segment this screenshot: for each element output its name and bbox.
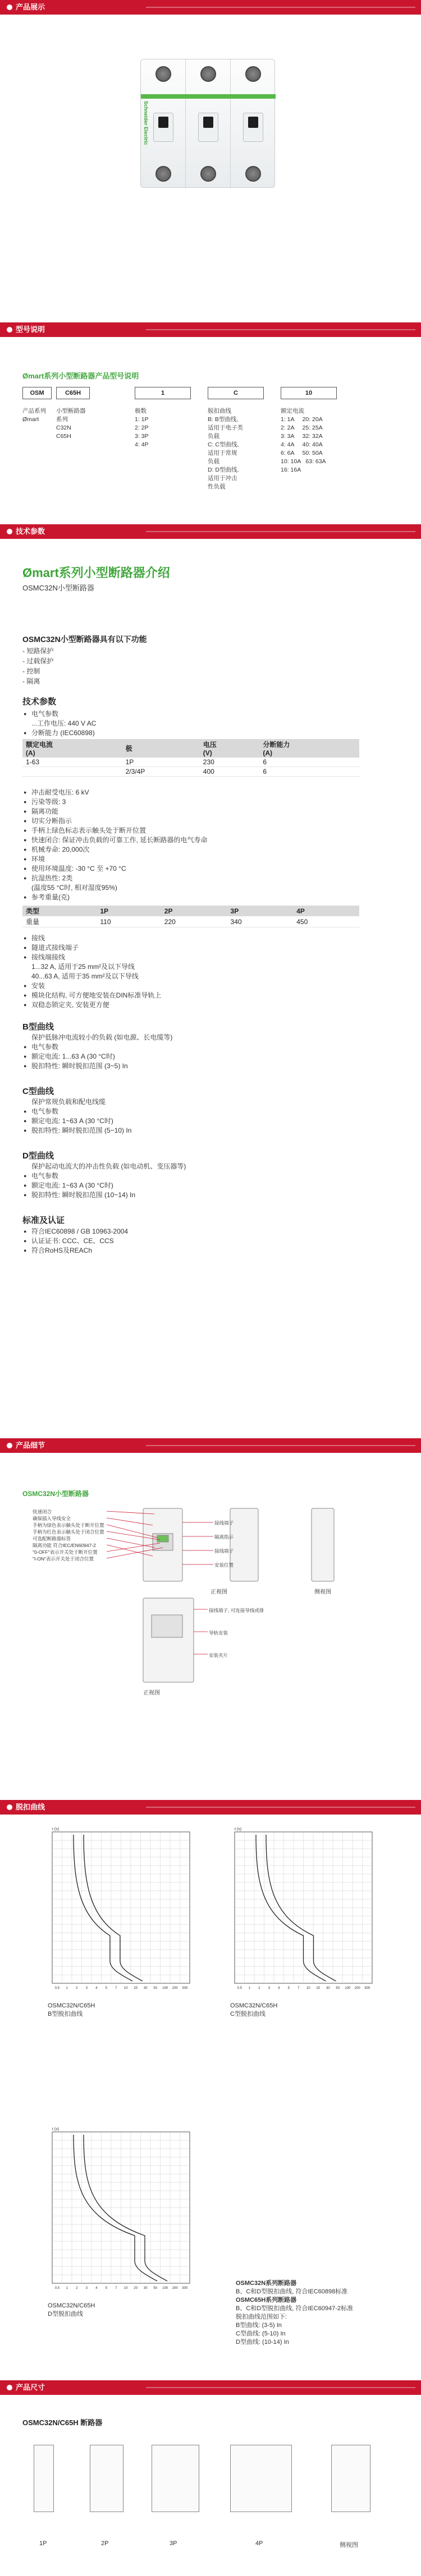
- list-item: ● 快速闭合: 保证冲击负载的可靠工作, 延长断路器的电气寿命: [22, 835, 207, 845]
- note-title: OSMC65H系列断路器: [236, 2297, 297, 2303]
- section-bar-model: [0, 322, 421, 337]
- list-item: ● 污染等级: 3: [22, 797, 207, 807]
- x-tick-label: 30: [143, 1987, 148, 1990]
- x-tick-label: 300: [182, 2287, 188, 2290]
- table-cell: 1P: [122, 758, 200, 767]
- callout: 快速闭合: [33, 1509, 52, 1515]
- section-title: 技术参数: [4, 527, 51, 537]
- dims-title: OSMC32N/C65H 断路器: [22, 2418, 103, 2427]
- list-item: ● 环境: [22, 855, 207, 864]
- column-header: 电压 (V): [200, 739, 260, 758]
- list-item: ● 脱扣特性: 瞬时脱扣范围 (10~14) In: [22, 1190, 186, 1200]
- list-item: ● 脱扣特性: 瞬时脱扣范围 (5~10) In: [22, 1126, 131, 1135]
- note-text: B、C和D型脱扣曲线, 符合IEC60898标准: [236, 2288, 348, 2295]
- x-tick-label: 20: [316, 1987, 321, 1990]
- list-item: ● 符合RoHS及REACh: [22, 1246, 128, 1255]
- params-list: [22, 788, 207, 902]
- section-title: 型号说明: [4, 325, 51, 335]
- section-title: 产品尺寸: [4, 2383, 51, 2393]
- b-curve-chart: [36, 1825, 199, 1999]
- table-cell: 重量: [22, 916, 97, 927]
- elec-list: [22, 709, 96, 738]
- x-tick-label: 1: [248, 1987, 250, 1990]
- pole-2: [186, 59, 231, 188]
- note-title: OSMC32N系列断路器: [236, 2280, 297, 2287]
- model-box-current: 10: [281, 387, 337, 399]
- model-title: Ømart系列小型断路器产品型号说明: [22, 372, 139, 380]
- features-list: [22, 646, 53, 686]
- model-col-type: 小型断路器 系列 C32N C65H: [56, 408, 86, 440]
- note-text: 脱扣曲线范围如下:: [236, 2314, 287, 2320]
- list-item: ● 隔离功能: [22, 807, 207, 816]
- note-text: B、C和D型脱扣曲线, 符合IEC60947-2标准: [236, 2305, 354, 2312]
- section-bar-product-display: [0, 0, 421, 15]
- c-curve-title: C型曲线: [22, 1087, 54, 1096]
- x-tick-label: 5: [287, 1987, 290, 1990]
- intro-title: Ømart系列小型断路器介绍: [22, 566, 170, 580]
- x-tick-label: 5: [105, 1987, 107, 1990]
- model-col-current: 额定电流 1: 1A 20: 20A 2: 2A 25: 25A 3: 3A 32: 32A 4: 4A 40: 40A 6: 6A 50: 50A 10: 10A 63: 63A 16: 16A: [281, 408, 326, 473]
- x-tick-label: 7: [115, 2287, 117, 2290]
- list-item: ● 额定电流: 1~63 A (30 °C时): [22, 1116, 131, 1126]
- table-header-row: [22, 906, 359, 916]
- caption-line: C型脱扣曲线: [230, 2011, 266, 2018]
- x-tick-label: 200: [354, 1987, 360, 1990]
- list-item: ● 额定电流: 1~63 A (30 °C时): [22, 1181, 186, 1190]
- section-bar-tech: [0, 524, 421, 539]
- callout: "0-OFF"表示开关处于断开位置: [33, 1549, 98, 1555]
- caption-side: 侧视图: [314, 1589, 331, 1595]
- x-tick-label: 10: [123, 2287, 128, 2290]
- product-image: [109, 53, 312, 199]
- list-item: (温度55 °C时, 相对湿度95%): [31, 884, 117, 892]
- x-tick-label: 50: [153, 1987, 158, 1990]
- list-item: ● 参考重量(克): [22, 893, 207, 902]
- section-bar-curves: [0, 1800, 421, 1815]
- callout: 手柄为绿色表示触头处于断开位置: [33, 1522, 104, 1528]
- lever-3: [243, 113, 263, 142]
- model-code-table: [22, 387, 359, 505]
- column-header: 额定电流 (A): [22, 739, 122, 758]
- c-curve-chart: [219, 1825, 382, 1999]
- table-cell: 340: [227, 916, 294, 927]
- x-tick-label: 0.5: [54, 1987, 60, 1990]
- list-item: ● 抗湿热性: 2类: [22, 874, 207, 883]
- list-item: ● 手柄上绿色标志表示触头处于断开位置: [22, 826, 207, 835]
- column-header: 3P: [227, 906, 294, 916]
- table-cell: 450: [293, 916, 359, 927]
- callout: 接线端子: [214, 1548, 234, 1554]
- breaking-capacity-table: [22, 739, 359, 777]
- callout: 导轨安装: [209, 1630, 228, 1636]
- table-row: [22, 758, 359, 767]
- dim-label: 侧视图: [340, 2542, 358, 2549]
- table-cell: 1-63: [22, 758, 122, 767]
- table-cell: 230: [200, 758, 260, 767]
- b-curve-title: B型曲线: [22, 1022, 54, 1032]
- model-box-type: C65H: [56, 387, 90, 399]
- model-col-series: 产品系列 Ømart: [22, 408, 46, 423]
- c-curve-list: [22, 1097, 131, 1135]
- green-stripe: [141, 94, 276, 99]
- table-cell: 400: [200, 767, 260, 777]
- section-title: 脱扣曲线: [4, 1802, 51, 1812]
- x-tick-label: 4: [278, 1987, 280, 1990]
- brand-logo: Schneider Electric: [143, 101, 149, 145]
- x-tick-label: 300: [364, 1987, 370, 1990]
- list-item: 保护起动电流大的冲击性负载 (如电动机、变压器等): [31, 1162, 186, 1170]
- x-tick-label: 3: [85, 2287, 88, 2290]
- column-header: 2P: [161, 906, 227, 916]
- details-diagram: [22, 1503, 393, 1727]
- x-tick-label: 3: [268, 1987, 270, 1990]
- x-tick-label: 3: [85, 1987, 88, 1990]
- tech-title: 技术参数: [22, 697, 57, 707]
- x-tick-label: 50: [153, 2287, 158, 2290]
- details-title: OSMC32N小型断路器: [22, 1490, 89, 1498]
- x-tick-label: 2: [258, 1987, 260, 1990]
- x-tick-label: 100: [162, 2287, 168, 2290]
- callout: "I-ON"表示开关处于闭合位置: [33, 1556, 94, 1562]
- list-item: ● 电气参数: [22, 1171, 186, 1181]
- x-tick-label: 100: [162, 1987, 168, 1990]
- list-item: ● 电气参数: [22, 1042, 172, 1052]
- y-axis-label: t (s): [52, 1827, 60, 1831]
- column-header: 分断能力 (A): [259, 739, 359, 758]
- list-item: ● 脱扣特性: 瞬时脱扣范围 (3~5) In: [22, 1061, 172, 1071]
- model-col-curve: 脱扣曲线 B: B型曲线, 适用于电子类 负载 C: C型曲线, 适用于常规 负载 D: D型曲线, 适用于冲击 性负载: [208, 408, 243, 490]
- list-item: - 过载保护: [22, 657, 54, 665]
- list-item: ...工作电压: 440 V AC: [31, 719, 97, 727]
- x-tick-label: 200: [172, 1987, 178, 1990]
- model-box-curve: C: [208, 387, 264, 399]
- callout: 安装位置: [214, 1562, 234, 1568]
- x-tick-label: 2: [76, 1987, 78, 1990]
- x-tick-label: 30: [143, 2287, 148, 2290]
- list-item: ● 安装: [22, 981, 161, 991]
- x-tick-label: 10: [306, 1987, 310, 1990]
- list-item: ● 电气参数: [22, 1107, 131, 1116]
- model-col-poles: 极数 1: 1P 2: 2P 3: 3P 4: 4P: [135, 408, 149, 448]
- x-tick-label: 4: [95, 2287, 98, 2290]
- lever-1: [153, 113, 173, 142]
- callout: 接线端子: [214, 1520, 234, 1526]
- dim-label: 3P: [170, 2540, 177, 2547]
- list-item: ● 符合IEC60898 / GB 10963-2004: [22, 1227, 128, 1236]
- caption-line: OSMC32N/C65H: [48, 2302, 95, 2309]
- table-row: [22, 916, 359, 927]
- note-text: D型曲线: (10-14) In: [236, 2339, 289, 2346]
- list-item: - 隔离: [22, 677, 40, 685]
- d-curve-chart: [36, 2125, 199, 2299]
- table-cell: 220: [161, 916, 227, 927]
- list-item: - 短路保护: [22, 647, 54, 655]
- caption-line: OSMC32N/C65H: [48, 2002, 95, 2009]
- standards-title: 标准及认证: [22, 1216, 65, 1225]
- list-item: ● 使用环境温度: -30 °C 至 +70 °C: [22, 864, 207, 874]
- x-tick-label: 0.5: [237, 1987, 242, 1990]
- callout: 隔离功能 符合IEC/EN60947-2: [33, 1543, 96, 1548]
- y-axis-label: t (s): [235, 1827, 242, 1831]
- column-header: 极: [122, 739, 200, 758]
- caption-line: OSMC32N/C65H: [230, 2002, 278, 2009]
- pole-3: [231, 59, 276, 188]
- column-header: 4P: [293, 906, 359, 916]
- list-item: 1...32 A, 适用于25 mm²及以下导线: [31, 963, 135, 971]
- table-cell: [22, 767, 122, 777]
- callout: 手柄为红色表示触头处于闭合位置: [33, 1529, 104, 1535]
- x-tick-label: 10: [123, 1987, 128, 1990]
- b-curve-list: [22, 1033, 172, 1071]
- dim-label: 2P: [101, 2540, 109, 2547]
- table-cell: 110: [97, 916, 161, 927]
- dim-label: 1P: [39, 2540, 47, 2547]
- list-item: ● 机械寿命: 20,000次: [22, 845, 207, 855]
- list-item: 40...63 A, 适用于35 mm²及以下导线: [31, 972, 139, 980]
- table-row: [22, 767, 359, 777]
- list-item: 保护常规负载和配电线缆: [31, 1098, 106, 1106]
- callout: 可选配断路器标签: [33, 1536, 71, 1541]
- weight-table: [22, 906, 359, 927]
- d-curve-title: D型曲线: [22, 1151, 54, 1161]
- callout: 接线端子, 可连接导线或排: [209, 1608, 264, 1613]
- callout: 隔离指示: [214, 1534, 234, 1540]
- note-text: B型曲线: (3-5) In: [236, 2322, 282, 2329]
- dim-4p: [230, 2445, 292, 2512]
- caption-front: 正视图: [210, 1589, 227, 1595]
- lever-2: [198, 113, 218, 142]
- list-item: ● 分断能力 (IEC60898): [22, 728, 96, 738]
- caption-line: B型脱扣曲线: [48, 2011, 83, 2018]
- x-tick-label: 7: [115, 1987, 117, 1990]
- x-tick-label: 0.5: [54, 2287, 60, 2290]
- dim-label: 4P: [255, 2540, 263, 2547]
- list-item: ● 冲击耐受电压: 6 kV: [22, 788, 207, 797]
- wiring-list: [22, 934, 161, 1010]
- x-tick-label: 5: [105, 2287, 107, 2290]
- caption-rail: 正视图: [143, 1690, 160, 1696]
- list-item: ● 接线: [22, 934, 161, 943]
- list-item: ● 双稳态锁定夹, 安装更方便: [22, 1000, 161, 1010]
- b-curve-caption: [48, 2002, 95, 2019]
- x-tick-label: 20: [134, 1987, 138, 1990]
- x-tick-label: 30: [326, 1987, 330, 1990]
- x-tick-label: 100: [345, 1987, 351, 1990]
- x-tick-label: 1: [66, 2287, 68, 2290]
- d-curve-list: [22, 1162, 186, 1200]
- list-item: 保护低脉冲电流较小的负载 (如电源、长电缆等): [31, 1033, 173, 1041]
- d-curve-caption: [48, 2302, 95, 2319]
- dim-3p: [152, 2445, 199, 2512]
- dim-2p: [90, 2445, 123, 2512]
- x-tick-label: 2: [76, 2287, 78, 2290]
- list-item: ● 电气参数: [22, 709, 96, 719]
- y-axis-label: t (s): [52, 2127, 60, 2131]
- list-item: ● 隧道式接线端子: [22, 943, 161, 953]
- list-item: ● 切实分断指示: [22, 816, 207, 826]
- model-box-series: OSM: [22, 387, 52, 399]
- table-cell: 6: [259, 758, 359, 767]
- section-bar-details: [0, 1438, 421, 1453]
- model-box-poles: 1: [135, 387, 191, 399]
- x-tick-label: 20: [134, 2287, 138, 2290]
- callout: 确保插入导线安全: [33, 1516, 71, 1521]
- list-item: ● 额定电流: 1...63 A (30 °C时): [22, 1052, 172, 1061]
- x-tick-label: 200: [172, 2287, 178, 2290]
- circuit-breaker-photo: [140, 59, 275, 188]
- table-header-row: [22, 739, 359, 758]
- x-tick-label: 50: [336, 1987, 340, 1990]
- list-item: - 控制: [22, 667, 40, 675]
- dim-side: [331, 2445, 370, 2512]
- x-tick-label: 300: [182, 1987, 188, 1990]
- table-cell: 6: [259, 767, 359, 777]
- list-item: ● 认证证书: CCC、CE、CCS: [22, 1236, 128, 1246]
- x-tick-label: 4: [95, 1987, 98, 1990]
- curves-notes: [236, 2279, 353, 2347]
- column-header: 1P: [97, 906, 161, 916]
- c-curve-caption: [230, 2002, 277, 2019]
- caption-line: D型脱扣曲线: [48, 2311, 83, 2318]
- list-item: ● 接线端接线: [22, 953, 161, 962]
- column-header: 类型: [22, 906, 97, 916]
- table-cell: 2/3/4P: [122, 767, 200, 777]
- section-title: 产品细节: [4, 1441, 51, 1451]
- dim-1p: [34, 2445, 54, 2512]
- x-tick-label: 1: [66, 1987, 68, 1990]
- callout: 安装夹片: [209, 1652, 228, 1658]
- x-tick-label: 7: [298, 1987, 300, 1990]
- list-item: ● 模块化结构, 可方便地安装在DIN标准导轨上: [22, 991, 161, 1000]
- section-bar-size: [0, 2380, 421, 2395]
- features-title: OSMC32N小型断路器具有以下功能: [22, 635, 147, 644]
- note-text: C型曲线: (5-10) In: [236, 2330, 286, 2337]
- section-title: 产品展示: [4, 2, 51, 12]
- intro-subtitle: OSMC32N小型断路器: [22, 584, 94, 592]
- standards-list: [22, 1227, 128, 1255]
